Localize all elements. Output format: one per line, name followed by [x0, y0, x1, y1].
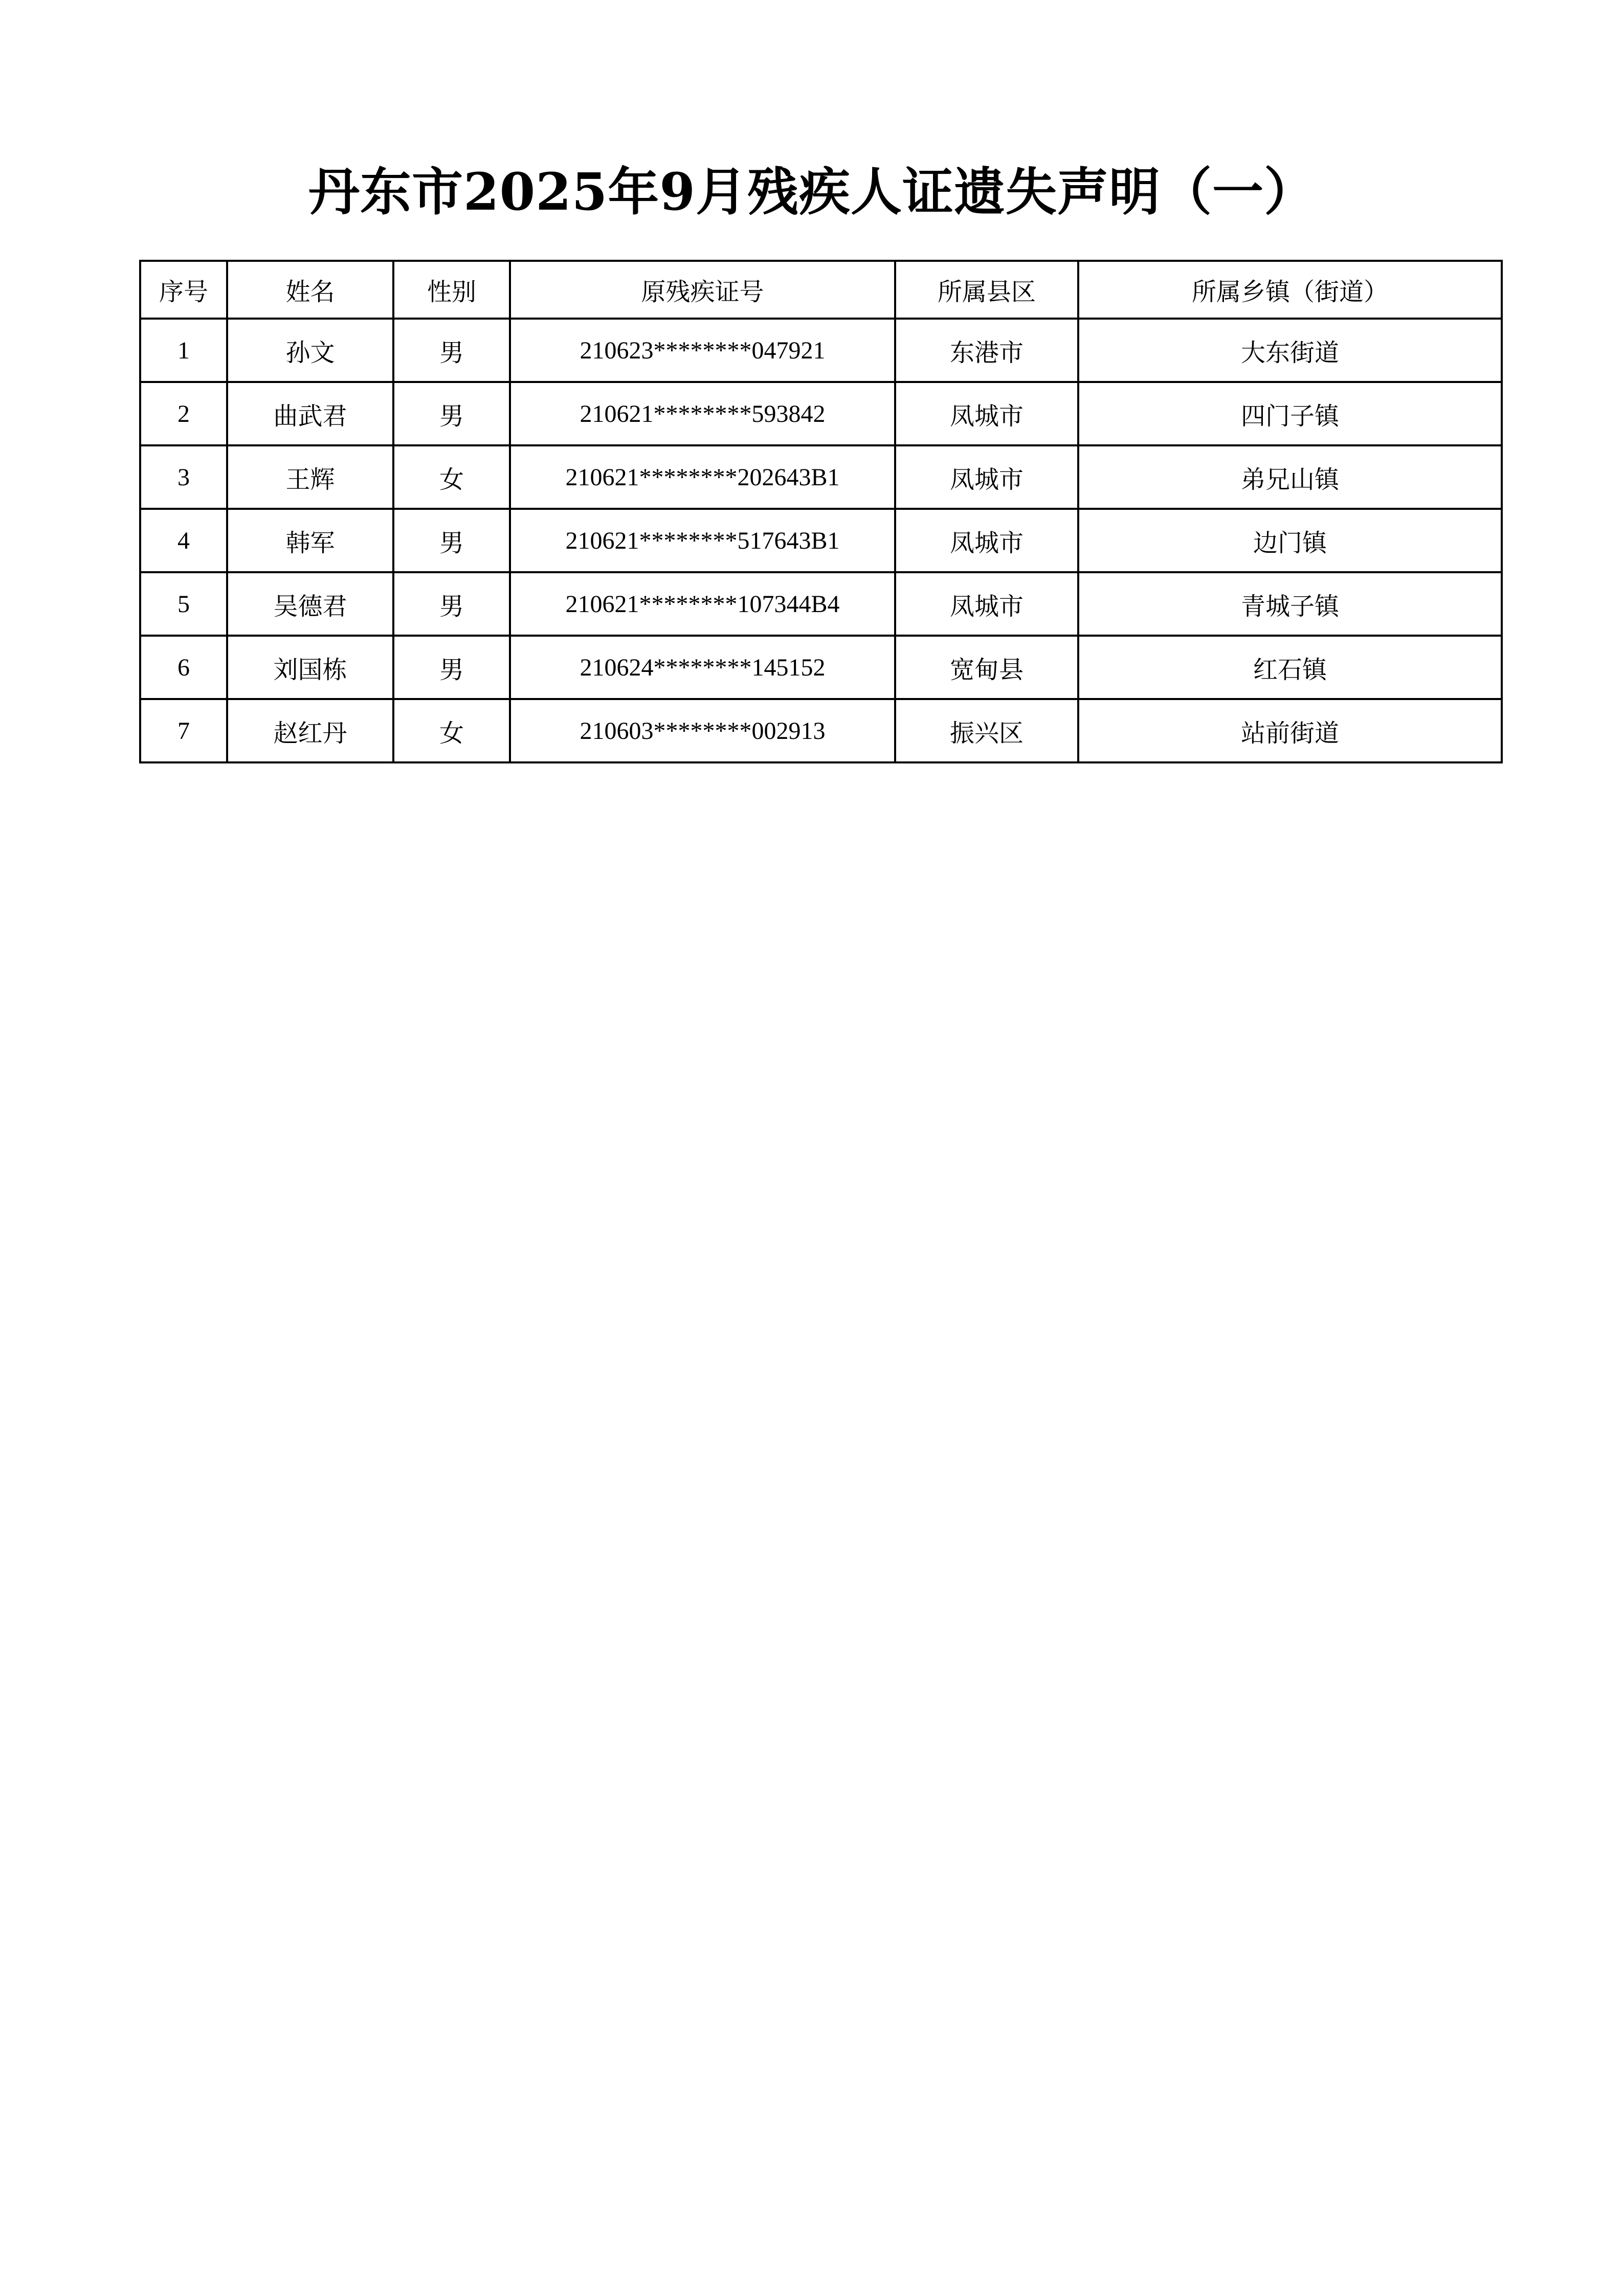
cell-certificate-number: 210624********145152 [510, 636, 895, 699]
cell-county: 凤城市 [895, 445, 1078, 509]
table-row [140, 636, 1502, 699]
cell-gender: 男 [393, 636, 510, 699]
cell-index: 1 [140, 319, 227, 382]
cell-certificate-number: 210623********047921 [510, 319, 895, 382]
cell-county: 凤城市 [895, 572, 1078, 636]
cell-certificate-number: 210621********107344B4 [510, 572, 895, 636]
cell-index: 4 [140, 509, 227, 572]
cell-index: 6 [140, 636, 227, 699]
table-body [140, 319, 1502, 762]
cell-township: 弟兄山镇 [1078, 445, 1502, 509]
header-index: 序号 [140, 261, 227, 319]
table-header-row [140, 261, 1502, 319]
table-row [140, 572, 1502, 636]
cell-index: 5 [140, 572, 227, 636]
table-row [140, 509, 1502, 572]
table-row [140, 382, 1502, 445]
cell-gender: 男 [393, 509, 510, 572]
cell-township: 青城子镇 [1078, 572, 1502, 636]
table-row [140, 319, 1502, 382]
cell-certificate-number: 210621********593842 [510, 382, 895, 445]
cell-certificate-number: 210603********002913 [510, 699, 895, 762]
cell-name: 曲武君 [227, 382, 393, 445]
cell-gender: 男 [393, 382, 510, 445]
cell-certificate-number: 210621********202643B1 [510, 445, 895, 509]
cell-county: 振兴区 [895, 699, 1078, 762]
cell-township: 站前街道 [1078, 699, 1502, 762]
cell-gender: 女 [393, 445, 510, 509]
cell-county: 凤城市 [895, 382, 1078, 445]
cell-gender: 男 [393, 572, 510, 636]
cell-township: 红石镇 [1078, 636, 1502, 699]
cell-township: 边门镇 [1078, 509, 1502, 572]
lost-certificate-table [139, 260, 1503, 763]
cell-index: 2 [140, 382, 227, 445]
cell-township: 四门子镇 [1078, 382, 1502, 445]
cell-name: 刘国栋 [227, 636, 393, 699]
cell-name: 韩军 [227, 509, 393, 572]
cell-name: 孙文 [227, 319, 393, 382]
cell-name: 吴德君 [227, 572, 393, 636]
header-gender: 性别 [393, 261, 510, 319]
page-title: 丹东市2025年9月残疾人证遗失声明（一） [308, 162, 1316, 222]
cell-county: 凤城市 [895, 509, 1078, 572]
cell-gender: 男 [393, 319, 510, 382]
header-name: 姓名 [227, 261, 393, 319]
header-county: 所属县区 [895, 261, 1078, 319]
table-row [140, 445, 1502, 509]
cell-name: 赵红丹 [227, 699, 393, 762]
cell-county: 东港市 [895, 319, 1078, 382]
cell-county: 宽甸县 [895, 636, 1078, 699]
header-certificate-number: 原残疾证号 [510, 261, 895, 319]
cell-township: 大东街道 [1078, 319, 1502, 382]
cell-certificate-number: 210621********517643B1 [510, 509, 895, 572]
header-township: 所属乡镇（街道） [1078, 261, 1502, 319]
cell-index: 3 [140, 445, 227, 509]
table-row [140, 699, 1502, 762]
cell-name: 王辉 [227, 445, 393, 509]
cell-gender: 女 [393, 699, 510, 762]
cell-index: 7 [140, 699, 227, 762]
